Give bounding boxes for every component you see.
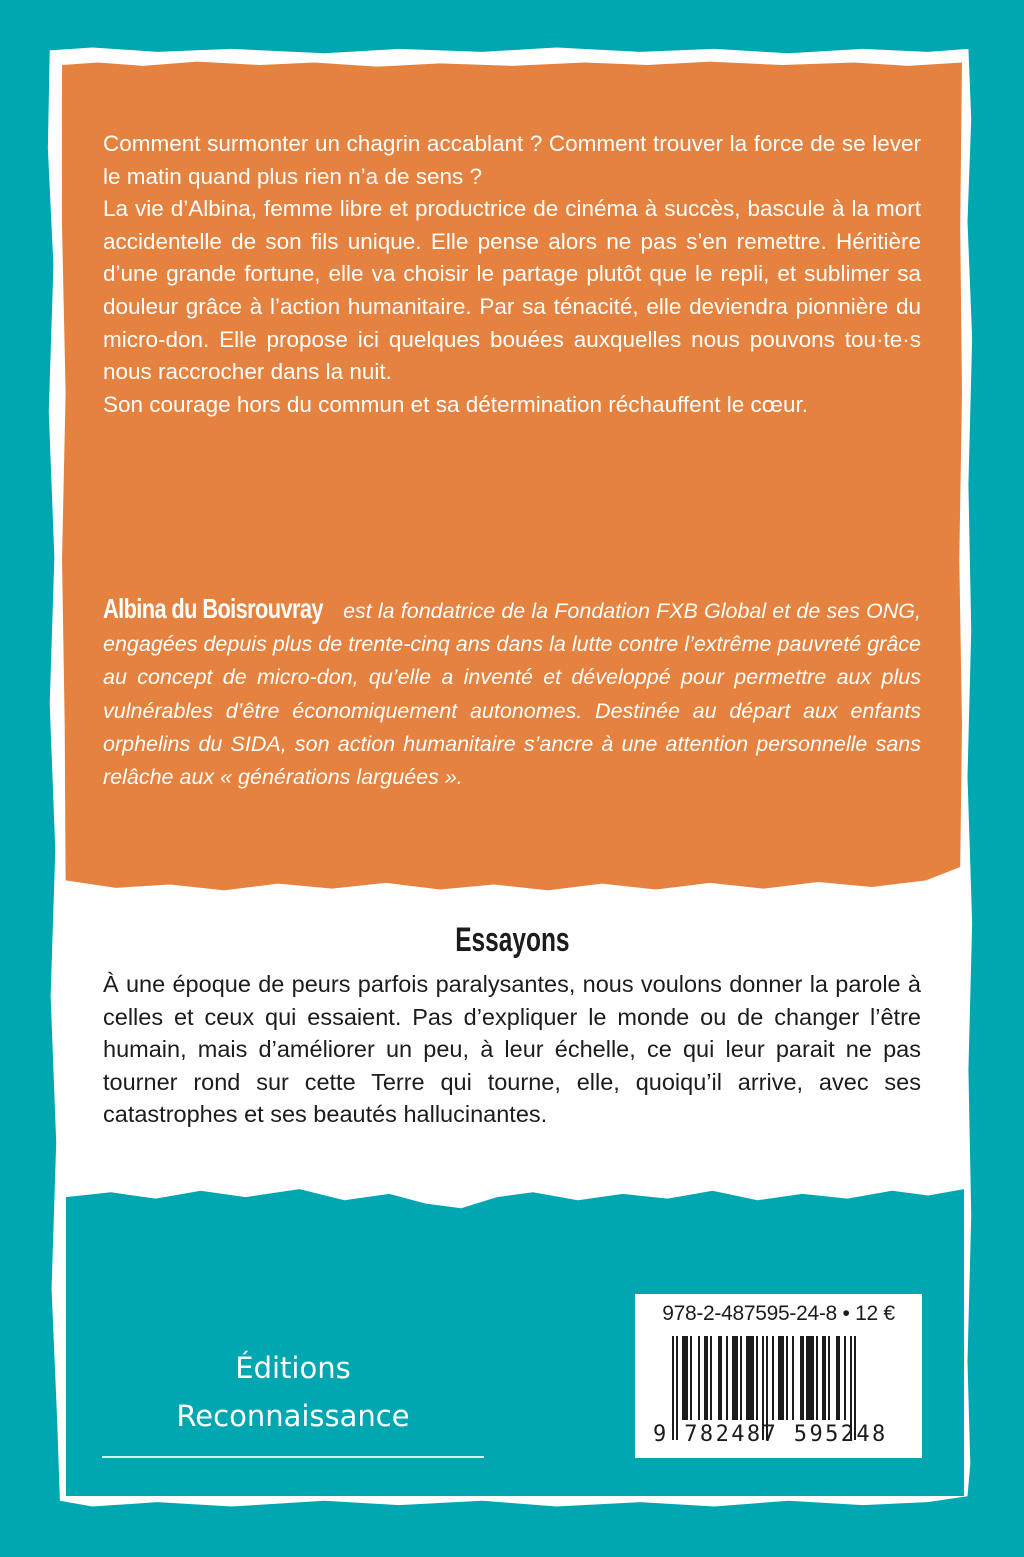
book-summary xyxy=(103,128,921,421)
summary-paragraph: Son courage hors du commun et sa détermination réchauffent le cœur. xyxy=(103,391,808,417)
publisher-logo xyxy=(102,1344,484,1440)
series-description: À une époque de peurs parfois paralysantes, nous voulons donner la parole à celles et ceux qui essaient. Pas d’expliquer le monde ou de changer l’être humain, mais d’améliorer un peu, à leur échelle, ce qui leur parait ne pas tourner rond sur cette Terre qui tourne, elle, quoiqu’il arrive, avec ses catastrophes et ses beautés hallucinantes. xyxy=(103,971,921,1128)
isbn-number: 978-2-487595-24-8 xyxy=(662,1302,837,1325)
barcode-digits: 9 782487 595248 xyxy=(653,1422,888,1447)
barcode-box xyxy=(635,1294,922,1458)
series-title-text: Essayons xyxy=(454,921,570,959)
summary-paragraph: Comment surmonter un chagrin accablant ? Comment trouver la force de se lever le matin quand plus rien n’a de sens ? xyxy=(103,131,921,189)
publisher-line-2: Reconnaissance xyxy=(176,1399,410,1433)
isbn-price-line xyxy=(635,1302,922,1326)
author-bio xyxy=(103,592,921,794)
publisher-line-1: Éditions xyxy=(235,1351,351,1385)
author-name: Albina du Boisrouvray xyxy=(103,593,323,624)
bullet-separator: • xyxy=(842,1302,850,1325)
author-bio-text: est la fondatrice de la Fondation FXB Global et de ses ONG, engagées depuis plus de trente-cinq ans dans la lutte contre l’extrême pauvreté grâce au concept de micro-don, qu’elle a inventé et développé pour permettre aux plus vulnérables d’être économiquement autonomes. Destinée au départ aux enfants orphelins du SIDA, son action humanitaire s’ancre à une attention personnelle sans relâche aux « générations larguées ». xyxy=(103,599,921,790)
series-title xyxy=(0,920,1024,960)
summary-paragraph: La vie d’Albina, femme libre et productrice de cinéma à succès, bascule à la mort accidentelle de son fils unique. Elle pense alors ne pas s’en remettre. Héritière d’une grande fortune, elle va choisir le partage plutôt que le repli, et sublimer sa douleur grâce à l’action humanitaire. Par sa ténacité, elle deviendra pionnière du micro-don. Elle propose ici quelques bouées auxquelles nous pouvons tou·te·s nous raccrocher dans la nuit. xyxy=(103,196,921,385)
publisher-divider xyxy=(102,1456,484,1458)
price: 12 € xyxy=(855,1302,895,1325)
